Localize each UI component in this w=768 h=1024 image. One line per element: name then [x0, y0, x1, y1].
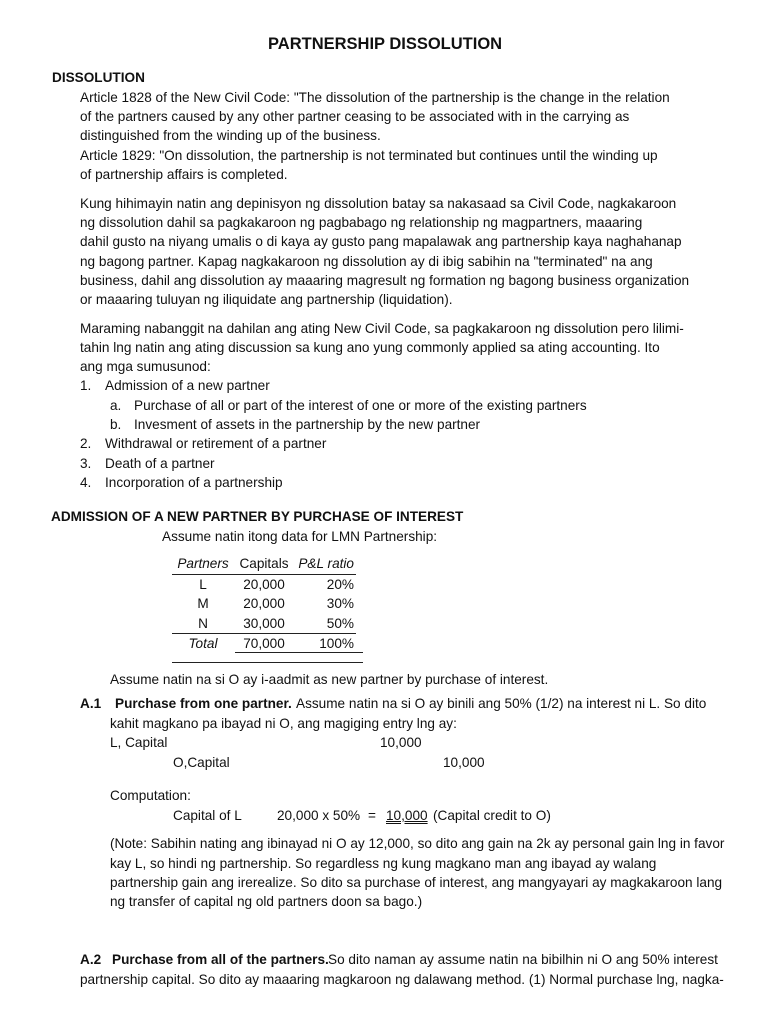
paragraph-line: tahin lng natin ang ating discussion sa kung ano yung commonly applied sa ating accounting. Ito	[80, 340, 660, 355]
note-line: partnership gain ang irerealize. So dito sa purchase of interest, ang mangyayari ay magkakaroon lang	[110, 875, 723, 890]
journal-debit-account: L, Capital	[110, 735, 168, 750]
page-title: PARTNERSHIP DISSOLUTION	[268, 35, 503, 53]
table-total-cell: 100%	[294, 634, 356, 654]
paragraph-line: Maraming nabanggit na dahilan ang ating New Civil Code, sa pagkakaroon ng dissolution pero lilimi-	[80, 321, 684, 336]
computation-label: Computation:	[110, 788, 191, 803]
double-underline	[235, 652, 363, 653]
journal-credit-account: O,Capital	[173, 755, 230, 770]
paragraph-line: of partnership affairs is completed.	[80, 167, 288, 182]
capital-table	[172, 554, 356, 654]
table-cell: 20,000	[243, 596, 285, 611]
paragraph-line: Article 1829: "On dissolution, the partnership is not terminated but continues until the winding up	[80, 148, 658, 163]
list-marker: a.	[110, 398, 122, 413]
table-cell: 30,000	[243, 615, 285, 631]
table-cell: 20%	[326, 576, 354, 592]
paragraph-line: Assume natin na si O ay i-aadmit as new partner by purchase of interest.	[110, 672, 549, 687]
computation-item: Capital of L	[173, 808, 242, 823]
section-heading-dissolution: DISSOLUTION	[52, 70, 145, 85]
list-item: Admission of a new partner	[105, 378, 270, 393]
paragraph-line: Assume natin itong data for LMN Partnership:	[162, 529, 438, 544]
table-header-row	[172, 554, 356, 574]
list-marker: 2.	[80, 436, 92, 451]
list-item: Invesment of assets in the partnership by the new partner	[134, 417, 481, 432]
computation-formula: 20,000 x 50%	[277, 808, 361, 823]
table-header: Partners	[172, 554, 234, 574]
table-cell: 50%	[326, 615, 354, 631]
table-bottom-rule	[172, 662, 363, 663]
table-row	[172, 594, 356, 614]
table-cell: N	[198, 615, 208, 631]
paragraph-line: partnership capital. So dito ay maaaring magkaroon ng dalawang method. (1) Normal purchase lng, nagka-	[80, 972, 724, 987]
note-line: ng transfer of capital ng old partners doon sa bago.)	[110, 894, 423, 909]
paragraph-line: Kung hihimayin natin ang depinisyon ng dissolution batay sa nakasaad sa Civil Code, nagkakaroon	[80, 196, 677, 211]
table-cell: 20,000	[243, 576, 285, 592]
table-cell: 30%	[326, 596, 354, 611]
table-header: Capitals	[234, 554, 294, 574]
paragraph-line: So dito naman ay assume natin na bibilhin ni O ang 50% interest	[328, 952, 718, 967]
journal-debit-amount: 10,000	[380, 735, 422, 750]
subsection-heading: Purchase from one partner.	[115, 696, 292, 711]
paragraph-line: business, dahil ang dissolution ay maaaring magresult ng formation ng bagong business organization	[80, 273, 690, 288]
paragraph-line: ang mga sumusunod:	[80, 359, 211, 374]
subsection-label: A.1	[80, 696, 102, 711]
table-header: P&L ratio	[294, 554, 356, 574]
paragraph-line: distinguished from the winding up of the business.	[80, 128, 381, 143]
subsection-label: A.2	[80, 952, 102, 967]
section-heading-admission: ADMISSION OF A NEW PARTNER BY PURCHASE OF INTEREST	[51, 509, 464, 524]
computation-note: (Capital credit to O)	[433, 808, 551, 823]
computation-result: 10,000	[386, 808, 428, 823]
note-line: kay L, so hindi ng partnership. So regardless ng kung magkano man ang ibayad ay walang	[110, 856, 657, 871]
paragraph-line: Article 1828 of the New Civil Code: "The dissolution of the partnership is the change in the relation	[80, 90, 670, 105]
paragraph-line: Assume natin na si O ay binili ang 50% (1/2) na interest ni L. So dito	[296, 696, 707, 711]
paragraph-line: or maaaring tuluyan ng iliquidate ang partnership (liquidation).	[80, 292, 453, 307]
table-row	[172, 614, 356, 634]
paragraph-line: ng bagong partner. Kapag nagkakaroon ng dissolution ay di ibig sabihin na "terminated" na ang	[80, 254, 653, 269]
list-marker: 3.	[80, 456, 92, 471]
subsection-heading: Purchase from all of the partners.	[112, 952, 329, 967]
journal-credit-amount: 10,000	[443, 755, 485, 770]
list-marker: 1.	[80, 378, 92, 393]
table-total-cell: 70,000	[234, 634, 294, 654]
table-row	[172, 574, 356, 594]
list-marker: b.	[110, 417, 122, 432]
computation-equals: =	[368, 808, 376, 823]
paragraph-line: ng dissolution dahil sa pagkakaroon ng pagbabago ng relationship ng magpartners, maaaring	[80, 215, 643, 230]
table-total-row	[172, 634, 356, 654]
table-cell: M	[197, 596, 209, 611]
paragraph-line: kahit magkano pa ibayad ni O, ang magiging entry lng ay:	[110, 716, 457, 731]
note-line: (Note: Sabihin nating ang ibinayad ni O ay 12,000, so dito ang gain na 2k ay personal gain lng in favor	[110, 836, 725, 851]
list-item: Purchase of all or part of the interest of one or more of the existing partners	[134, 398, 587, 413]
list-item: Withdrawal or retirement of a partner	[105, 436, 327, 451]
paragraph-line: of the partners caused by any other partner ceasing to be associated with in the carrying as	[80, 109, 630, 124]
paragraph-line: dahil gusto na niyang umalis o di kaya ay gusto pang mapalawak ang partnership kaya naghahanap	[80, 234, 682, 249]
table-total-label: Total	[172, 634, 234, 654]
list-marker: 4.	[80, 475, 92, 490]
list-item: Death of a partner	[105, 456, 215, 471]
list-item: Incorporation of a partnership	[105, 475, 283, 490]
table-cell: L	[199, 576, 207, 592]
